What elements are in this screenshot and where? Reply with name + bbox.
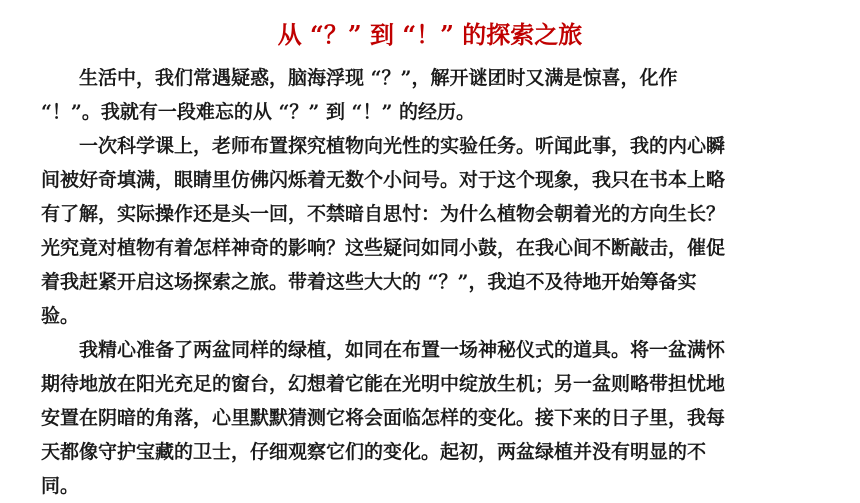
text-line: 验。 — [41, 305, 80, 327]
text-line: 光究竟对植物有着怎样神奇的影响？这些疑问如同小鼓，在我心间不断敲击，催促 — [41, 237, 726, 259]
text-line: 安置在阴暗的角落，心里默默猜测它将会面临怎样的变化。接下来的日子里，我每 — [41, 407, 726, 429]
text-line: 间被好奇填满，眼睛里仿佛闪烁着无数个小问号。对于这个现象，我只在书本上略 — [41, 169, 726, 191]
text-line: 一次科学课上，老师布置探究植物向光性的实验任务。听闻此事，我的内心瞬 — [41, 135, 726, 157]
text-line: 有了解，实际操作还是头一回，不禁暗自思忖：为什么植物会朝着光的方向生长？ — [41, 203, 726, 225]
text-line: “！”。我就有一段难忘的从 “？” 到 “！” 的经历。 — [41, 101, 476, 123]
text-line: 着我赶紧开启这场探索之旅。带着这些大大的 “？”，我迫不及待地开始筹备实 — [41, 271, 697, 293]
text-line: 同。 — [41, 475, 80, 497]
document-body — [41, 61, 821, 503]
text-line: 天都像守护宝藏的卫士，仔细观察它们的变化。起初，两盆绿植并没有明显的不 — [41, 441, 707, 463]
text-line: 我精心准备了两盆同样的绿植，如同在布置一场神秘仪式的道具。将一盆满怀 — [41, 339, 726, 361]
text-line: 生活中，我们常遇疑惑，脑海浮现 “？”，解开谜团时又满是惊喜，化作 — [41, 67, 678, 89]
text-line: 期待地放在阳光充足的窗台，幻想着它能在光明中绽放生机；另一盆则略带担忧地 — [41, 373, 726, 395]
document-title: 从 “？” 到 “！” 的探索之旅 — [277, 20, 583, 49]
